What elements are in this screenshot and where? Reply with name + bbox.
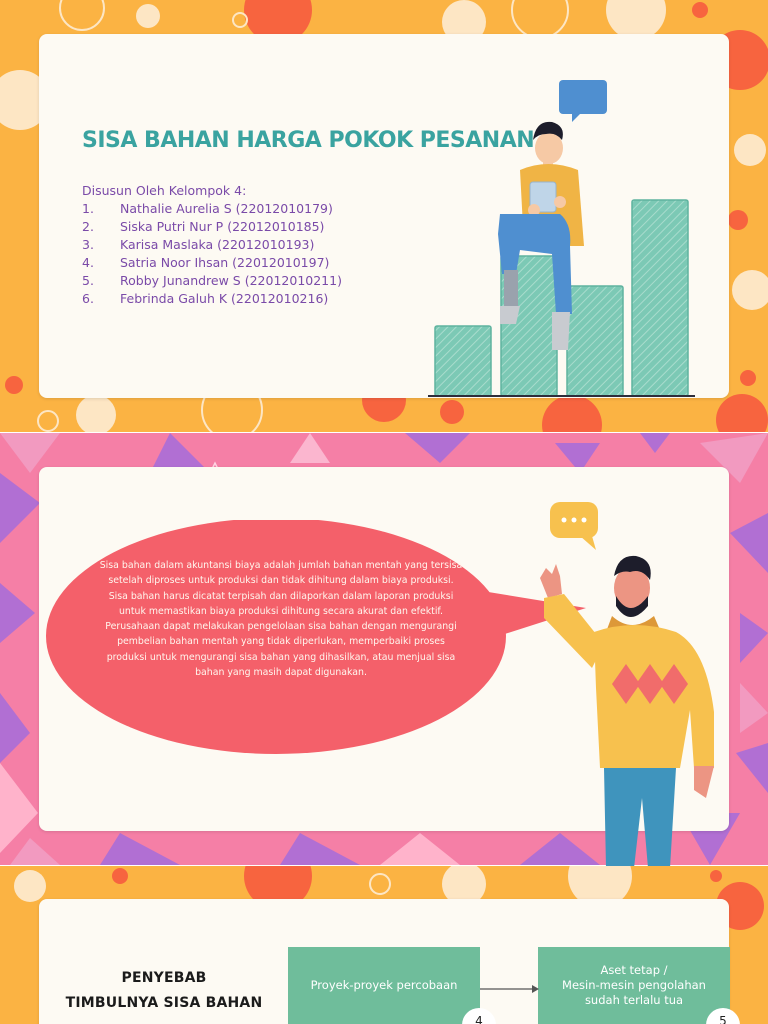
list-item: 3. Karisa Maslaka (22012010193) xyxy=(82,237,315,252)
list-item: 5. Robby Junandrew S (22012010211) xyxy=(82,273,342,288)
speaking-man-illustration xyxy=(530,498,730,868)
person-on-bar-chart-illustration xyxy=(420,74,710,400)
definition-paragraph: Sisa bahan dalam akuntansi biaya adalah jumlah bahan mentah yang tersisa setelah diproses untuk produksi dan tidak dihitung dalam biaya produksi. Sisa bahan harus dicatat terpisah dan dilaporkan dalam laporan produksi untuk memastikan biaya produksi dihitung secara akurat dan efektif. Perusahaan dapat melakukan pengelolaan sisa bahan dengan mengurangi pembelian bahan mentah yang tidak diperlukan, memperbaiki proses produksi untuk mengurangi sisa bahan yang dihasilkan, atau menjual sisa bahan yang masih dapat digunakan. xyxy=(99,560,463,679)
author-list-heading: Disusun Oleh Kelompok 4: xyxy=(82,183,247,198)
cause-box-trial-projects: Proyek-proyek percobaan xyxy=(288,947,480,1024)
cause-number-badge: 4 xyxy=(462,1008,496,1024)
cause-box-old-machines: Aset tetap / Mesin-mesin pengolahan sudah terlalu tua xyxy=(538,947,730,1024)
causes-heading: PENYEBAB TIMBULNYA SISA BAHAN xyxy=(65,970,263,1011)
page-title: SISA BAHAN HARGA POKOK PESANAN xyxy=(82,128,535,153)
ellipsis-speech-icon xyxy=(562,518,587,523)
list-item: 4. Satria Noor Ihsan (22012010197) xyxy=(82,255,330,270)
list-item: 2. Siska Putri Nur P (22012010185) xyxy=(82,219,325,234)
list-item: 1. Nathalie Aurelia S (22012010179) xyxy=(82,201,333,216)
arrow-right-icon xyxy=(480,982,540,996)
author-list xyxy=(82,182,342,308)
list-item: 6. Febrinda Galuh K (22012010216) xyxy=(82,291,329,306)
cause-number-badge: 5 xyxy=(706,1008,740,1024)
